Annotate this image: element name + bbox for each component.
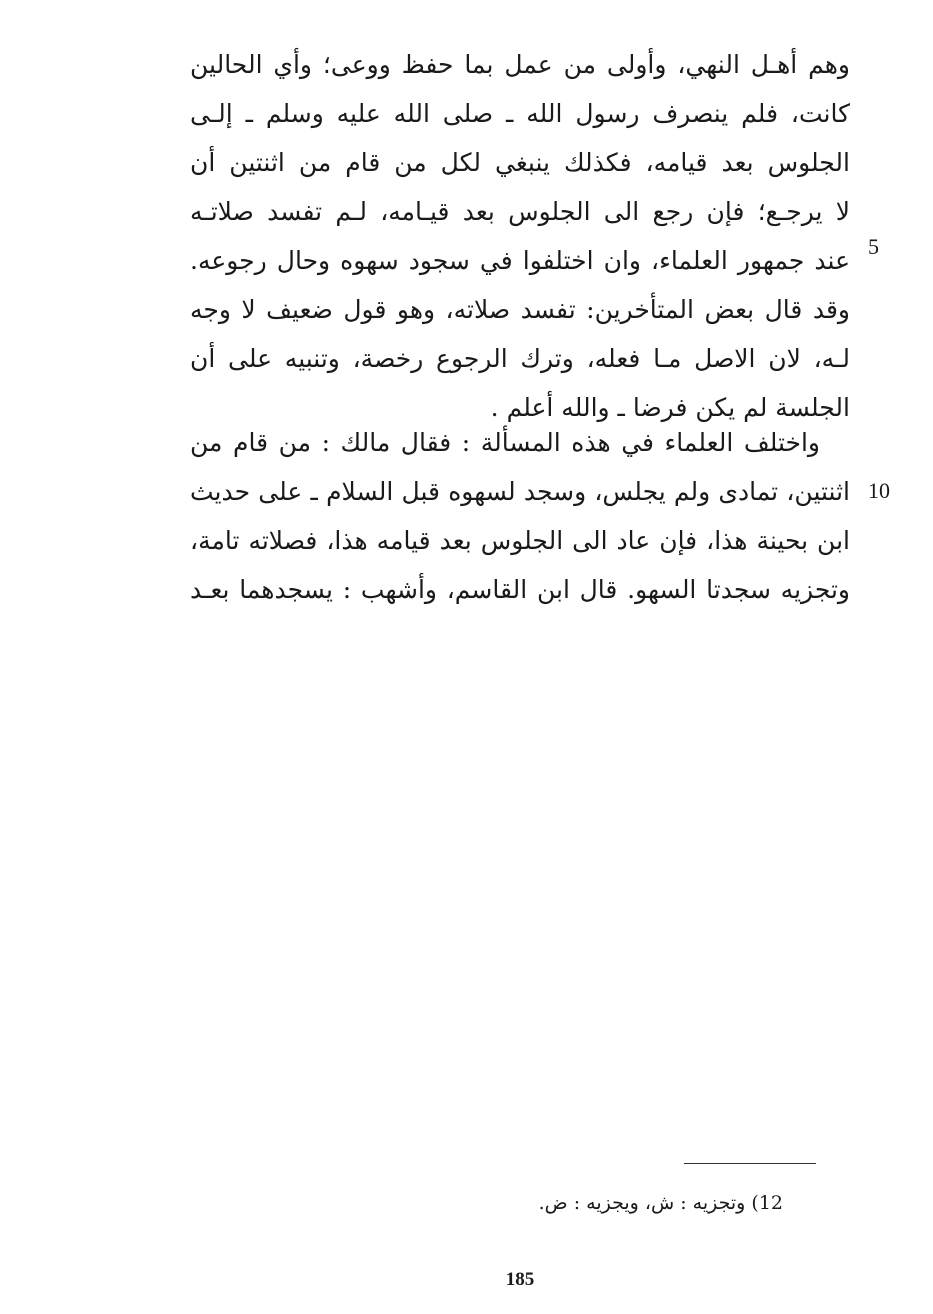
text-line: الجلوس بعد قيامه، فكذلك ينبغي لكل من قام من اثنتين أن xyxy=(190,148,850,177)
line-number-10: 10 xyxy=(868,478,890,503)
paragraph-2 xyxy=(190,418,850,614)
footnote-divider xyxy=(684,1163,816,1164)
text-line: لا يرجـع؛ فإن رجع الى الجلوس بعد قيـامه، لـم تفسد صلاتـه xyxy=(190,197,850,226)
text-line: واختلف العلماء في هذه المسألة : فقال مالك : من قام من xyxy=(190,428,820,457)
text-line: ابن بحينة هذا، فإن عاد الى الجلوس بعد قيامه هذا، فصلاته تامة، xyxy=(190,526,850,555)
text-line: لـه، لان الاصل مـا فعله، وترك الرجوع رخصة، وتنبيه على أن xyxy=(190,344,850,373)
paragraph-1 xyxy=(190,40,850,432)
text-line: وتجزيه سجدتا السهو. قال ابن القاسم، وأشهب : يسجدهما بعـد xyxy=(190,575,850,604)
line-number-5: 5 xyxy=(868,234,879,259)
text-line: الجلسة لم يكن فرضا ـ والله أعلم . xyxy=(490,393,850,422)
text-line: كانت، فلم ينصرف رسول الله ـ صلى الله عليه وسلم ـ إلـى xyxy=(190,99,850,128)
text-line: وهم أهـل النهي، وأولى من عمل بما حفظ ووعى؛ وأي الحالين xyxy=(190,50,850,79)
page-number: 185 xyxy=(505,1269,535,1290)
text-line: عند جمهور العلماء، وان اختلفوا في سجود سهوه وحال رجوعه. xyxy=(190,246,850,275)
text-line: وقد قال بعض المتأخرين: تفسد صلاته، وهو قول ضعيف لا وجه xyxy=(190,295,850,324)
footnote: 12) وتجزيه : ش، ويجزيه : ض. xyxy=(538,1192,783,1214)
text-line: اثنتين، تمادى ولم يجلس، وسجد لسهوه قبل السلام ـ على حديث xyxy=(190,477,850,506)
